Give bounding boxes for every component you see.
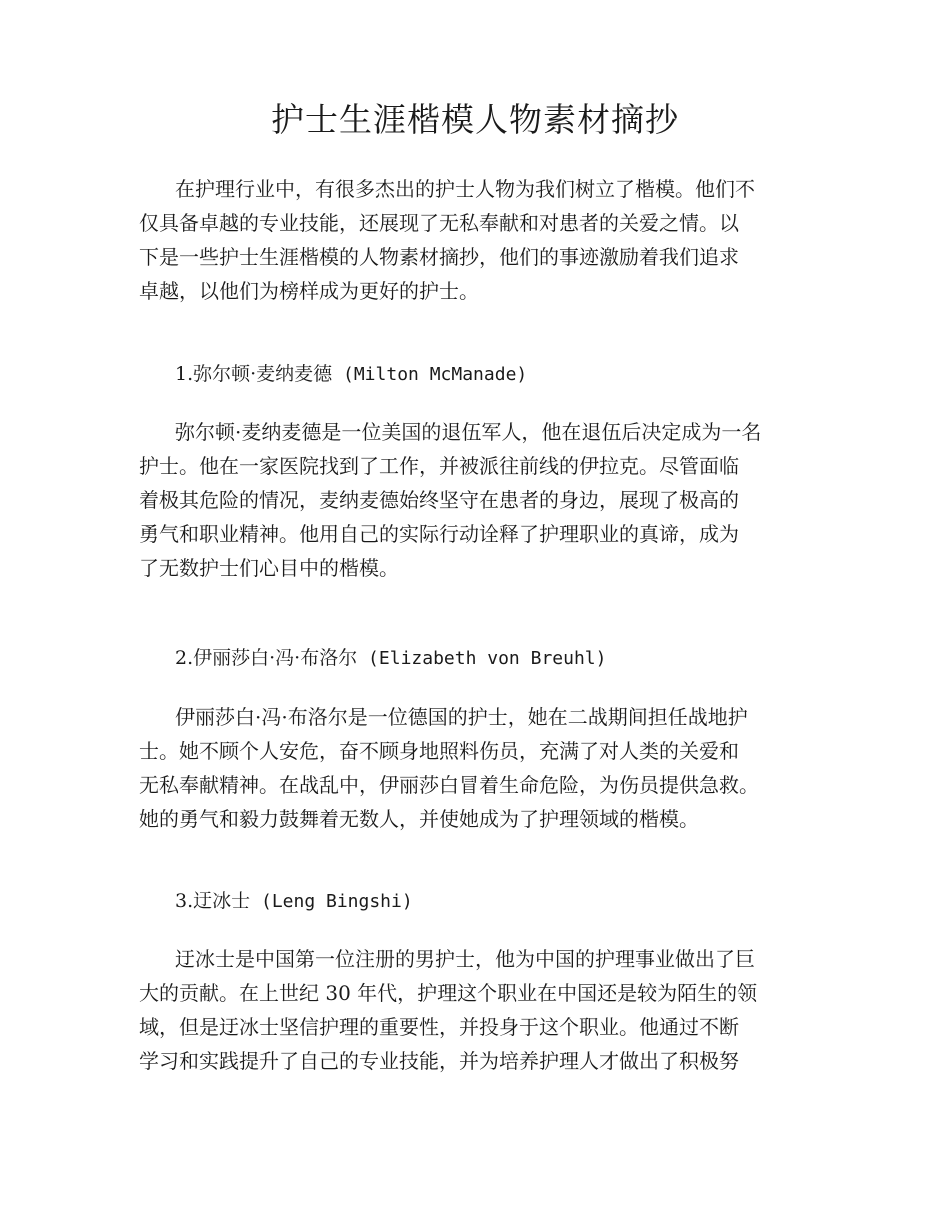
section-heading-3	[175, 886, 413, 917]
paragraph-line: 她的勇气和毅力鼓舞着无数人，并使她成为了护理领域的楷模。	[139, 807, 699, 831]
paragraph-line: 了无数护士们心目中的楷模。	[139, 556, 399, 580]
paragraph-line: 着极其危险的情况，麦纳麦德始终坚守在患者的身边，展现了极高的	[139, 488, 739, 512]
paragraph-line: 下是一些护士生涯楷模的人物素材摘抄，他们的事迹激励着我们追求	[139, 245, 739, 269]
paragraph-line: 在护理行业中，有很多杰出的护士人物为我们树立了楷模。他们不	[175, 177, 755, 201]
section-paragraph-2	[139, 700, 839, 836]
paragraph-line: 无私奉献精神。在战乱中，伊丽莎白冒着生命危险，为伤员提供急救。	[139, 773, 759, 797]
paragraph-line: 域，但是迂冰士坚信护理的重要性，并投身于这个职业。他通过不断	[139, 1015, 739, 1039]
paragraph-line: 大的贡献。在上世纪 30 年代，护理这个职业在中国还是较为陌生的领	[139, 981, 758, 1005]
section-heading-english: (Elizabeth von Breuhl)	[357, 648, 607, 669]
section-paragraph-1	[139, 415, 839, 585]
section-heading-text: 3.迂冰士	[175, 890, 251, 912]
section-heading-text: 1.弥尔顿·麦纳麦德	[175, 363, 333, 385]
section-heading-2	[175, 643, 606, 674]
paragraph-line: 伊丽莎白·冯·布洛尔是一位德国的护士，她在二战期间担任战地护	[175, 705, 748, 729]
document-title: 护士生涯楷模人物素材摘抄	[271, 100, 679, 139]
section-heading-1	[175, 359, 527, 390]
paragraph-line: 仅具备卓越的专业技能，还展现了无私奉献和对患者的关爱之情。以	[139, 211, 739, 235]
paragraph-line: 学习和实践提升了自己的专业技能，并为培养护理人才做出了积极努	[139, 1049, 739, 1073]
paragraph-line: 勇气和职业精神。他用自己的实际行动诠释了护理职业的真谛，成为	[139, 522, 739, 546]
section-heading-text: 2.伊丽莎白·冯·布洛尔	[175, 647, 358, 669]
section-paragraph-3	[139, 942, 839, 1078]
paragraph-line: 弥尔顿·麦纳麦德是一位美国的退伍军人，他在退伍后决定成为一名	[175, 420, 762, 444]
section-heading-english: (Leng Bingshi)	[250, 891, 413, 912]
paragraph-line: 卓越，以他们为榜样成为更好的护士。	[139, 279, 479, 303]
paragraph-line: 迂冰士是中国第一位注册的男护士，他为中国的护理事业做出了巨	[175, 947, 755, 971]
paragraph-line: 士。她不顾个人安危，奋不顾身地照料伤员，充满了对人类的关爱和	[139, 739, 739, 763]
section-heading-english: (Milton McManade)	[332, 364, 528, 385]
intro-paragraph	[139, 172, 839, 308]
paragraph-line: 护士。他在一家医院找到了工作，并被派往前线的伊拉克。尽管面临	[139, 454, 739, 478]
